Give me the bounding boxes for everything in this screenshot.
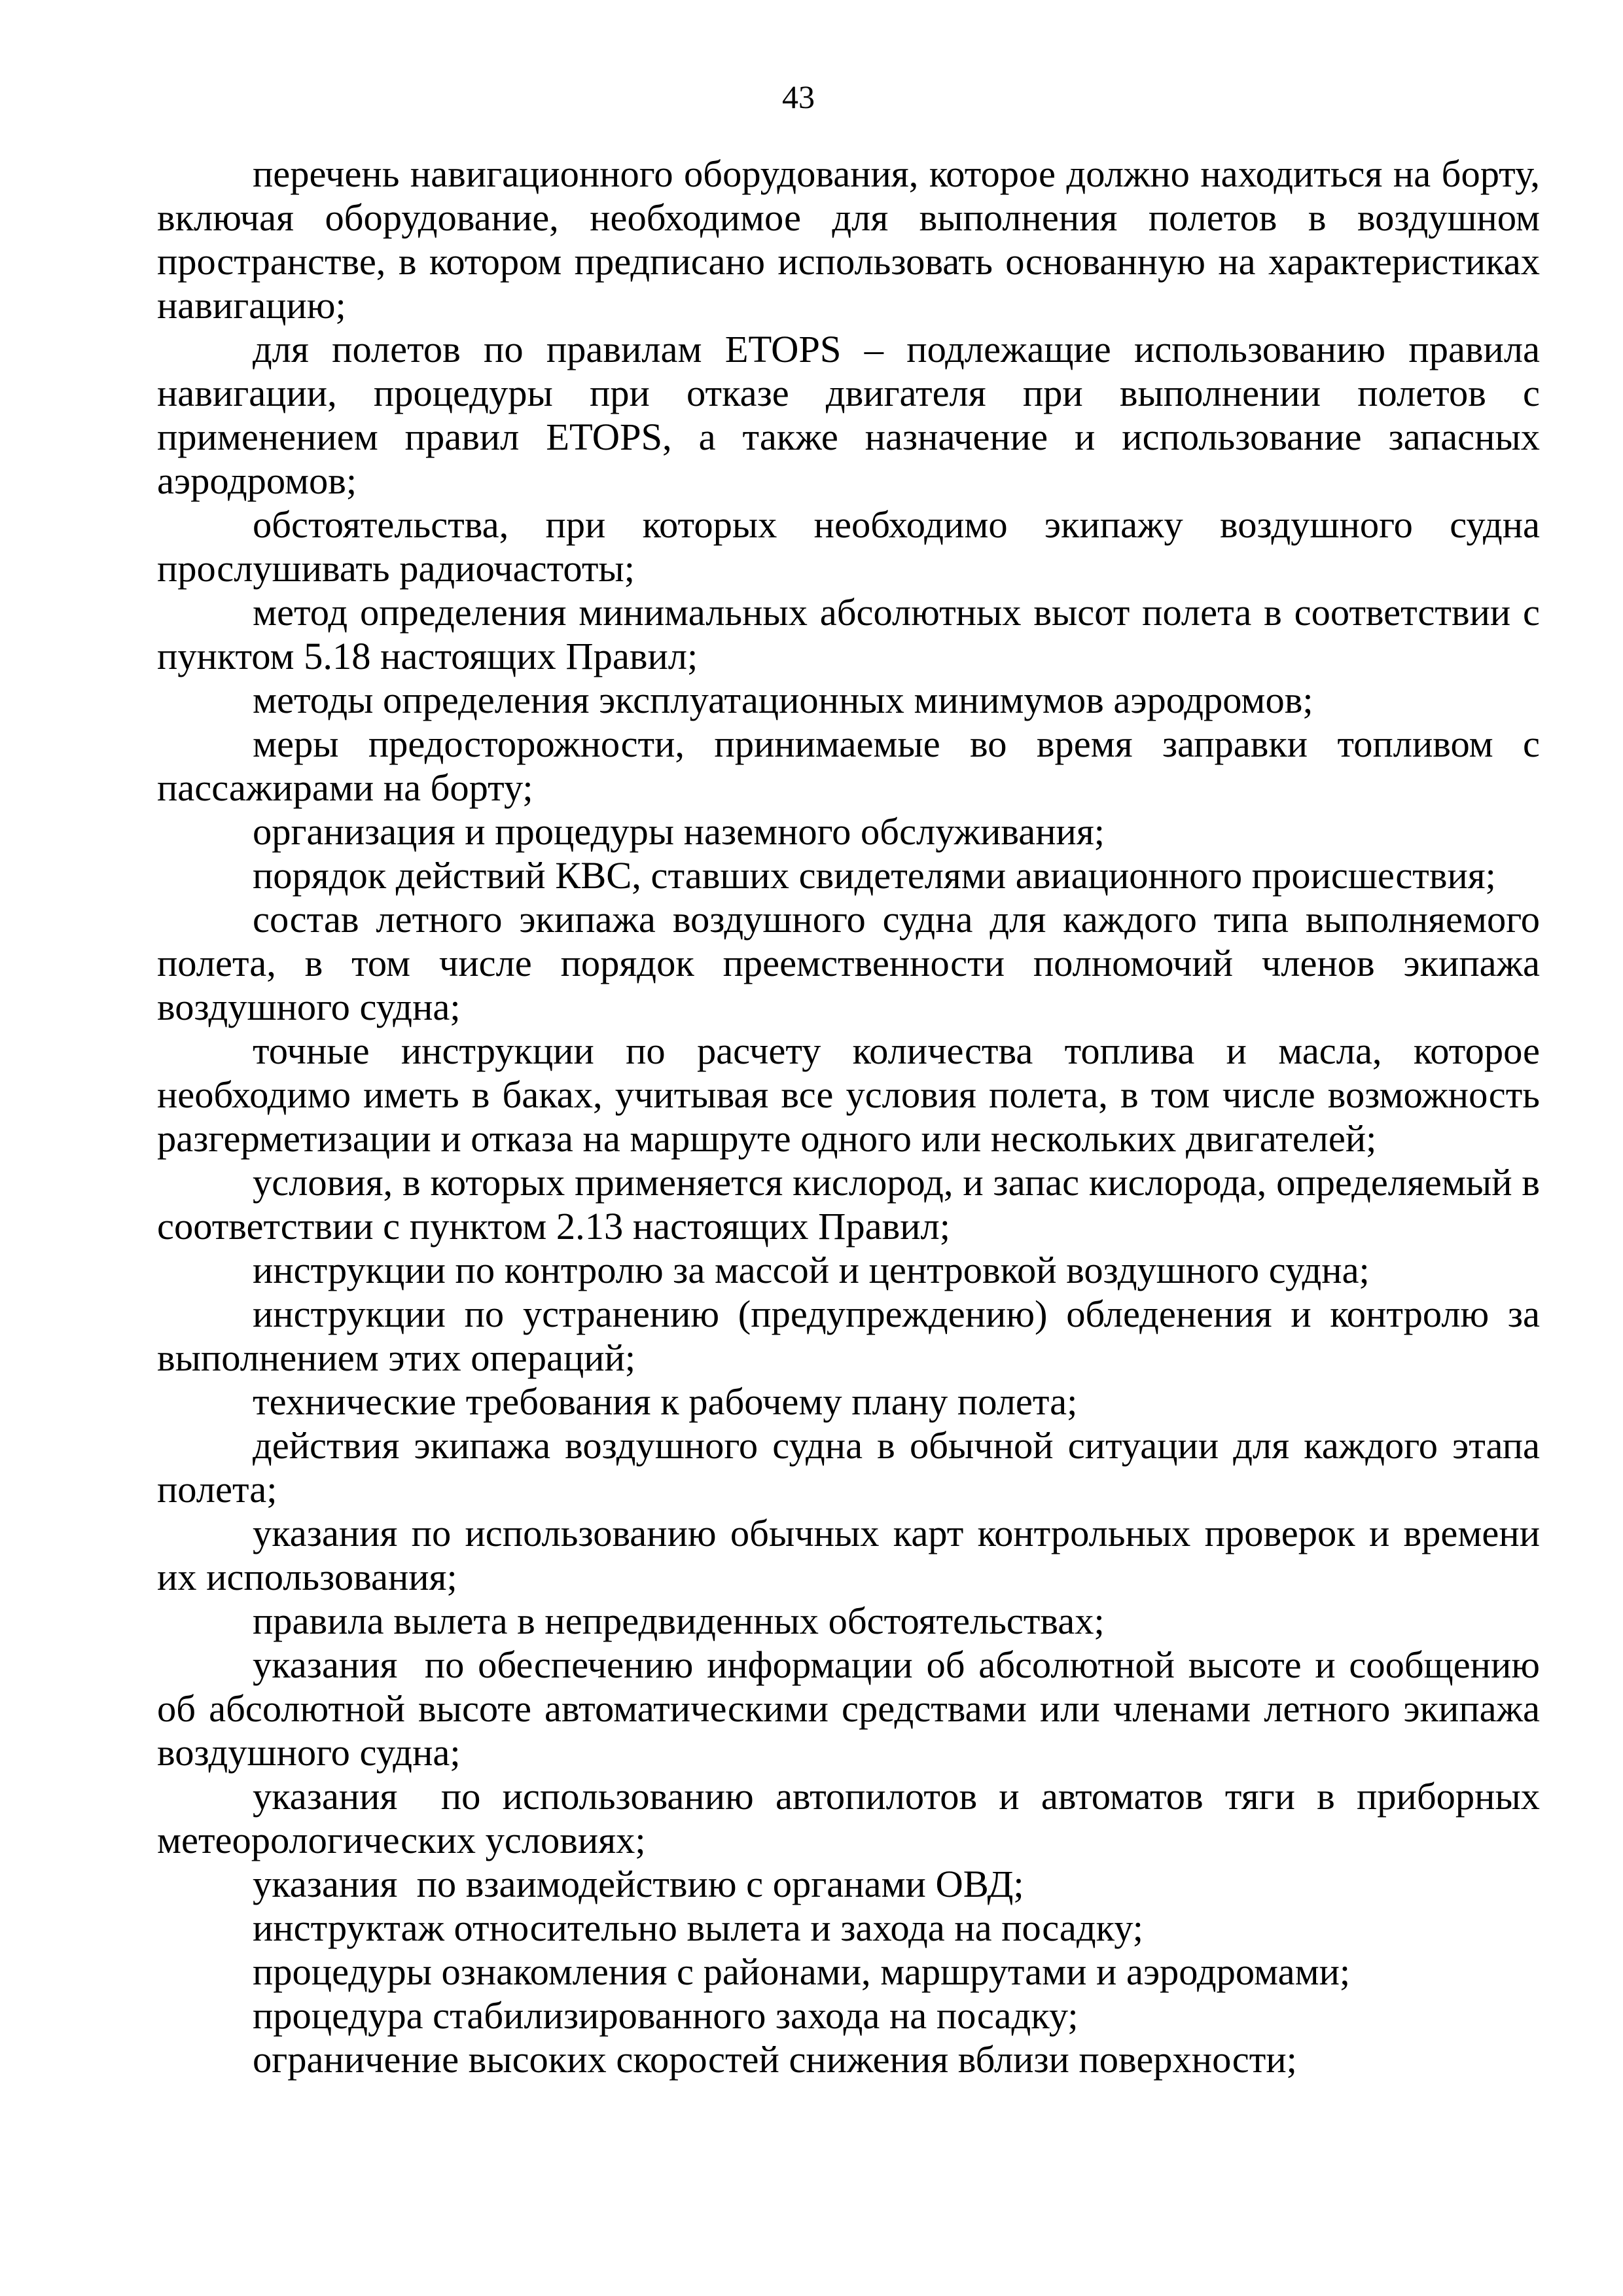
- paragraph: указания по обеспечению информации об абсолютной высоте и сообщению об абсолютной высоте автоматическими средствами или членами летного экипажа воздушного судна;: [157, 1643, 1550, 1774]
- paragraph: точные инструкции по расчету количества топлива и масла, которое необходимо иметь в баках, учитывая все условия полета, в том числе возможность разгерметизации и отказа на маршруте одного или нескольких двигателей;: [157, 1030, 1550, 1160]
- paragraph: правила вылета в непредвиденных обстоятельствах;: [253, 1600, 1105, 1642]
- page-number: 43: [782, 79, 815, 115]
- paragraph: обстоятельства, при которых необходимо экипажу воздушного судна прослушивать радиочастоты;: [157, 503, 1550, 590]
- paragraph: состав летного экипажа воздушного судна для каждого типа выполняемого полета, в том числе порядок преемственности полномочий членов экипажа воздушного судна;: [157, 898, 1550, 1028]
- paragraph: организация и процедуры наземного обслуживания;: [253, 810, 1105, 853]
- paragraph: методы определения эксплуатационных минимумов аэродромов;: [253, 679, 1313, 721]
- paragraph: инструктаж относительно вылета и захода на посадку;: [253, 1907, 1143, 1949]
- paragraph: процедура стабилизированного захода на посадку;: [253, 1994, 1079, 2037]
- paragraph: технические требования к рабочему плану полета;: [253, 1380, 1078, 1423]
- paragraph: указания по использованию автопилотов и автоматов тяги в приборных метеорологических условиях;: [157, 1775, 1550, 1861]
- paragraph: инструкции по контролю за массой и центровкой воздушного судна;: [253, 1249, 1370, 1291]
- paragraph: указания по взаимодействию с органами ОВД;: [253, 1863, 1024, 1905]
- paragraph: для полетов по правилам ETOPS – подлежащие использованию правила навигации, процедуры при отказе двигателя при выполнении полетов с применением правил ETOPS, а также назначение и использование запасных аэродромов;: [157, 328, 1550, 502]
- paragraph: перечень навигационного оборудования, которое должно находиться на борту, включая оборудование, необходимое для выполнения полетов в воздушном пространстве, в котором предписано использовать основанную на характеристиках навигацию;: [157, 152, 1550, 327]
- paragraph: метод определения минимальных абсолютных высот полета в соответствии с пунктом 5.18 настоящих Правил;: [157, 591, 1550, 677]
- paragraph: условия, в которых применяется кислород, и запас кислорода, определяемый в соответствии с пунктом 2.13 настоящих Правил;: [157, 1161, 1550, 1247]
- paragraph: указания по использованию обычных карт контрольных проверок и времени их использования;: [157, 1512, 1550, 1598]
- paragraph: ограничение высоких скоростей снижения вблизи поверхности;: [253, 2038, 1297, 2081]
- paragraph: порядок действий КВС, ставших свидетелями авиационного происшествия;: [253, 854, 1496, 897]
- paragraph: действия экипажа воздушного судна в обычной ситуации для каждого этапа полета;: [157, 1424, 1550, 1511]
- paragraph: инструкции по устранению (предупреждению) обледенения и контролю за выполнением этих операций;: [157, 1293, 1550, 1379]
- paragraph: процедуры ознакомления с районами, маршрутами и аэродромами;: [253, 1950, 1351, 1993]
- paragraph: меры предосторожности, принимаемые во время заправки топливом с пассажирами на борту;: [157, 723, 1550, 809]
- body-text: [157, 152, 1550, 2081]
